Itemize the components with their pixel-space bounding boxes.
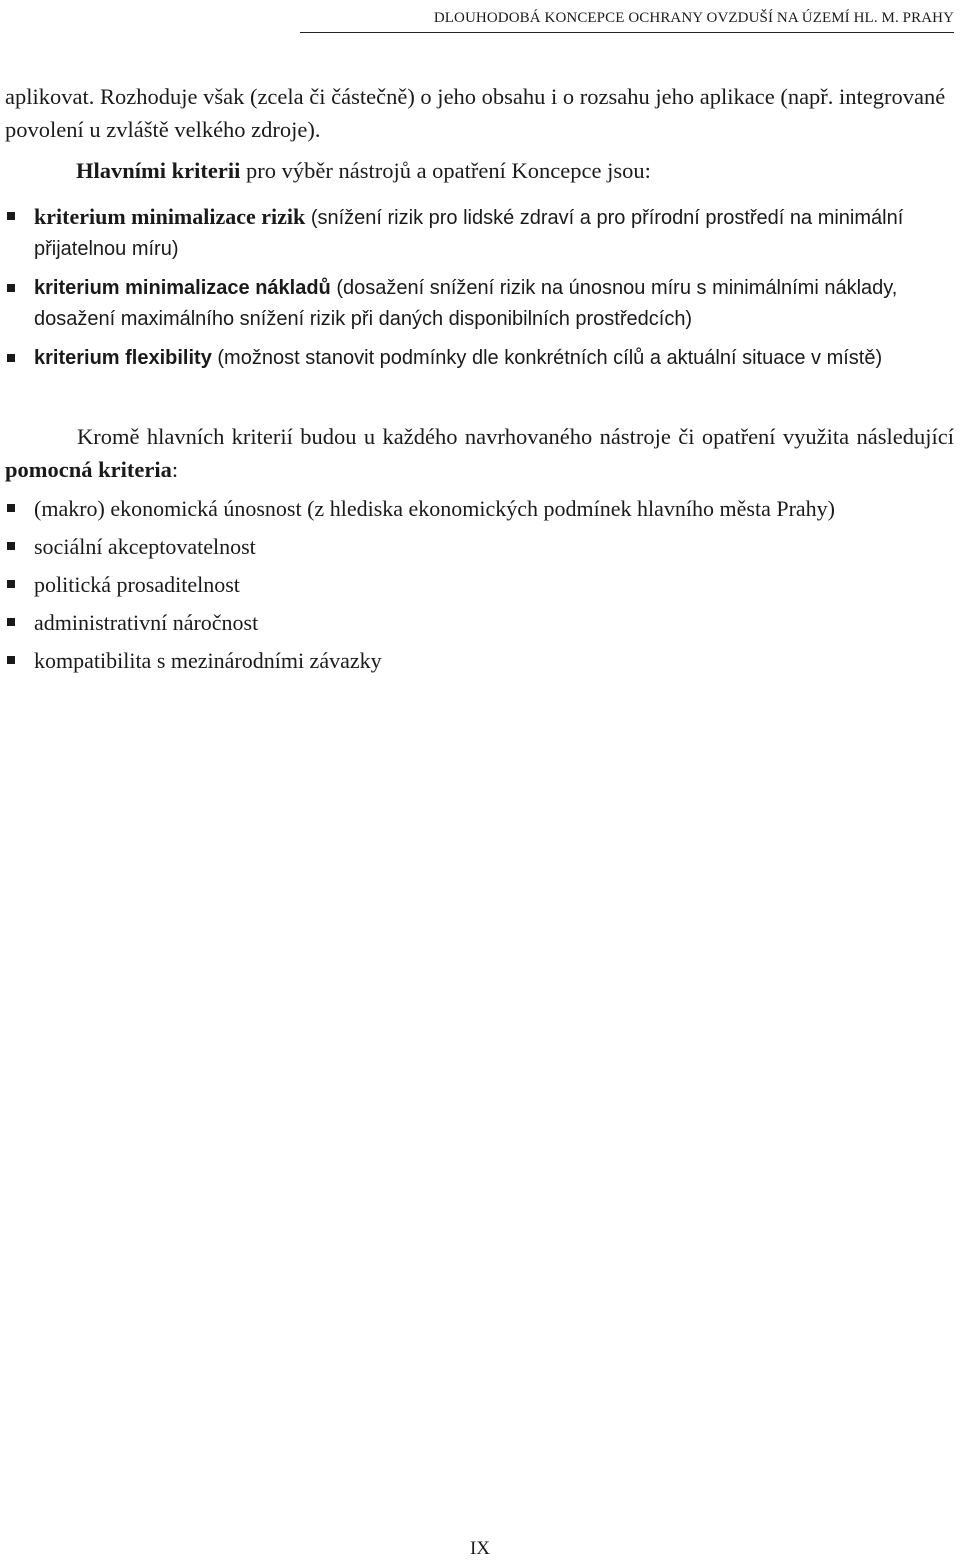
main-lead-bold: Hlavními kriterii (76, 158, 241, 183)
list-item (5, 201, 954, 265)
square-bullet-icon (7, 618, 15, 626)
list-item (5, 343, 954, 374)
list-item (5, 568, 954, 602)
aux-criteria-lead (5, 420, 954, 486)
square-bullet-icon (7, 284, 15, 292)
list-item (5, 530, 954, 564)
aux-lead-before: Kromě hlavních kriterií budou u každého navrhovaného nástroje či opatření využita následující (77, 424, 954, 449)
intro-paragraph: aplikovat. Rozhoduje však (zcela či částečně) o jeho obsahu i o rozsahu jeho aplikace (např. integrované povolení u zvláště velkého zdroje). (5, 84, 946, 142)
aux-criterion: politická prosaditelnost (34, 572, 240, 597)
criterion-title: kriterium minimalizace nákladů (34, 277, 331, 299)
square-bullet-icon (7, 504, 15, 512)
running-header: DLOUHODOBÁ KONCEPCE OCHRANY OVZDUŠÍ NA ÚZEMÍ HL. M. PRAHY (300, 10, 954, 33)
main-criteria-lead (76, 158, 954, 184)
square-bullet-icon (7, 542, 15, 550)
main-criteria-list (5, 201, 954, 382)
aux-criteria-list (5, 492, 954, 682)
square-bullet-icon (7, 212, 15, 220)
aux-criterion: kompatibilita s mezinárodními závazky (34, 648, 382, 673)
square-bullet-icon (7, 580, 15, 588)
list-item (5, 644, 954, 678)
page-number: IX (469, 1538, 491, 1559)
criterion-title: kriterium minimalizace rizik (34, 204, 306, 229)
criterion-title: kriterium flexibility (34, 347, 212, 369)
aux-criterion: administrativní náročnost (34, 610, 259, 635)
criterion-text: (dosažení snížení rizik na únosnou míru s minimálními náklady, dosažení maximálního snížení rizik při daných disponibilních prostředcích) (34, 277, 898, 330)
aux-lead-after: : (171, 457, 179, 482)
list-item (5, 606, 954, 640)
square-bullet-icon (7, 354, 15, 362)
aux-lead-bold: pomocná kriteria (5, 457, 172, 482)
aux-criterion: sociální akceptovatelnost (34, 534, 256, 559)
list-item (5, 492, 954, 526)
criterion-text: (snížení rizik pro lidské zdraví a pro přírodní prostředí na minimální přijatelnou míru) (34, 207, 904, 260)
list-item (5, 273, 954, 335)
square-bullet-icon (7, 656, 15, 664)
criterion-text: (možnost stanovit podmínky dle konkrétních cílů a aktuální situace v místě) (211, 347, 883, 369)
aux-criterion: (makro) ekonomická únosnost (z hlediska ekonomických podmínek hlavního města Prahy) (34, 496, 835, 521)
main-lead-rest: pro výběr nástrojů a opatření Koncepce jsou: (240, 158, 651, 183)
